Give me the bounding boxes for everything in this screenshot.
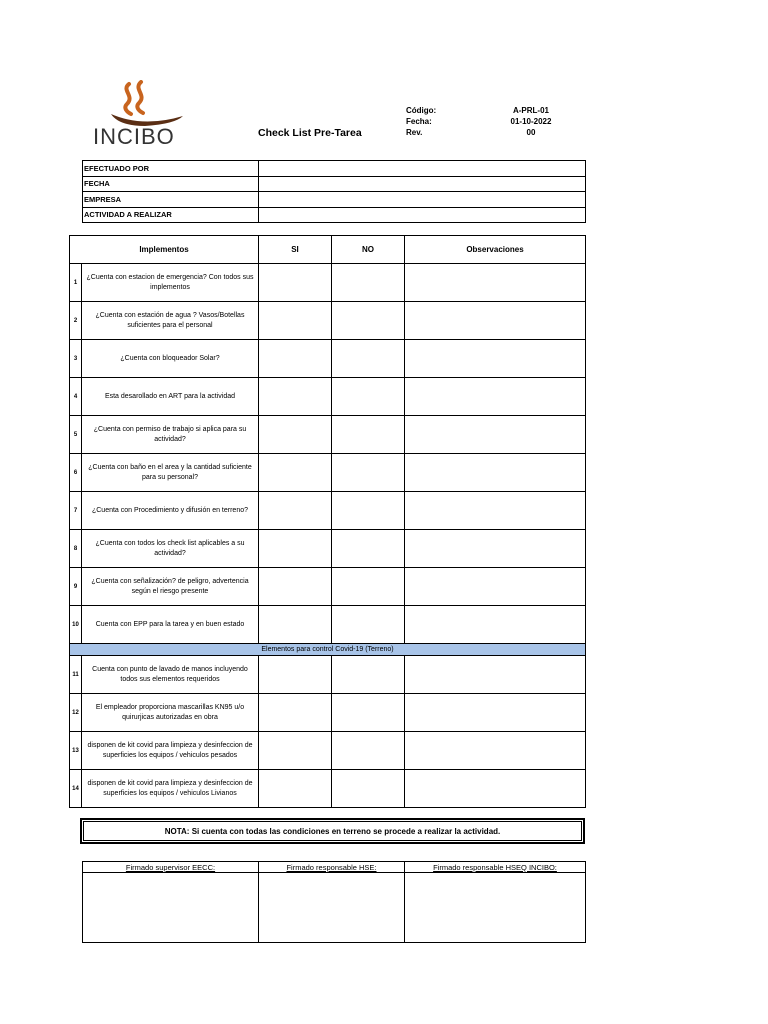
si-cell[interactable] — [259, 492, 332, 530]
table-row — [70, 264, 586, 302]
info-value-field[interactable] — [259, 192, 586, 208]
item-number: 13 — [70, 732, 82, 770]
item-question: disponen de kit covid para limpieza y desinfeccion de superficies los equipos / vehiculos Livianos — [82, 770, 259, 808]
item-number: 11 — [70, 656, 82, 694]
col-header-implementos: Implementos — [70, 236, 259, 264]
note-text: NOTA: Si cuenta con todas las condiciones en terreno se procede a realizar la actividad. — [83, 821, 582, 841]
signature-header-row — [83, 862, 586, 873]
observaciones-cell[interactable] — [405, 770, 586, 808]
meta-label-date: Fecha: — [406, 117, 432, 126]
col-header-si: SI — [259, 236, 332, 264]
no-cell[interactable] — [332, 530, 405, 568]
table-row — [70, 656, 586, 694]
info-row — [83, 207, 586, 223]
signature-label-hse: Firmado responsable HSE: — [259, 862, 405, 873]
info-value-field[interactable] — [259, 176, 586, 192]
si-cell[interactable] — [259, 264, 332, 302]
observaciones-cell[interactable] — [405, 454, 586, 492]
checklist-table — [69, 235, 586, 808]
col-header-observaciones: Observaciones — [405, 236, 586, 264]
item-question: Esta desarollado en ART para la actividad — [82, 378, 259, 416]
table-row — [70, 770, 586, 808]
col-header-no: NO — [332, 236, 405, 264]
item-number: 1 — [70, 264, 82, 302]
table-row — [70, 378, 586, 416]
table-row — [70, 732, 586, 770]
item-number: 2 — [70, 302, 82, 340]
info-row — [83, 161, 586, 177]
item-question: ¿Cuenta con baño en el area y la cantidad suficiente para su personal? — [82, 454, 259, 492]
observaciones-cell[interactable] — [405, 606, 586, 644]
info-row — [83, 192, 586, 208]
observaciones-cell[interactable] — [405, 416, 586, 454]
item-question: ¿Cuenta con permiso de trabajo si aplica para su actividad? — [82, 416, 259, 454]
covid-section-title: Elementos para control Covid-19 (Terreno) — [70, 644, 586, 656]
item-number: 9 — [70, 568, 82, 606]
no-cell[interactable] — [332, 770, 405, 808]
table-row — [70, 492, 586, 530]
table-row — [70, 568, 586, 606]
no-cell[interactable] — [332, 264, 405, 302]
item-number: 7 — [70, 492, 82, 530]
info-table — [82, 160, 586, 223]
observaciones-cell[interactable] — [405, 340, 586, 378]
meta-value-rev: 00 — [526, 128, 536, 137]
si-cell[interactable] — [259, 530, 332, 568]
meta-label-rev: Rev. — [406, 128, 423, 137]
covid-section-row — [70, 644, 586, 656]
item-number: 6 — [70, 454, 82, 492]
no-cell[interactable] — [332, 454, 405, 492]
meta-value-code: A-PRL-01 — [512, 106, 549, 115]
logo-wordmark: INCIBO — [93, 124, 175, 149]
observaciones-cell[interactable] — [405, 530, 586, 568]
item-number: 10 — [70, 606, 82, 644]
observaciones-cell[interactable] — [405, 264, 586, 302]
table-row — [70, 302, 586, 340]
item-question: ¿Cuenta con bloqueador Solar? — [82, 340, 259, 378]
table-row — [70, 694, 586, 732]
info-label: FECHA — [83, 176, 259, 192]
item-number: 12 — [70, 694, 82, 732]
signature-body-row — [83, 873, 586, 943]
info-value-field[interactable] — [259, 207, 586, 223]
item-question: Cuenta con punto de lavado de manos incluyendo todos sus elementos requeridos — [82, 656, 259, 694]
item-question: ¿Cuenta con estacion de emergencia? Con todos sus implementos — [82, 264, 259, 302]
si-cell[interactable] — [259, 378, 332, 416]
observaciones-cell[interactable] — [405, 568, 586, 606]
table-row — [70, 606, 586, 644]
no-cell[interactable] — [332, 340, 405, 378]
item-question: El empleador proporciona mascarillas KN95 u/o quirurjicas autorizadas en obra — [82, 694, 259, 732]
note-box — [80, 818, 585, 844]
observaciones-cell[interactable] — [405, 694, 586, 732]
table-row — [70, 416, 586, 454]
no-cell[interactable] — [332, 694, 405, 732]
info-label: EFECTUADO POR — [83, 161, 259, 177]
signature-field-hseq[interactable] — [405, 873, 586, 943]
document-title: Check List Pre-Tarea — [258, 127, 362, 139]
observaciones-cell[interactable] — [405, 732, 586, 770]
signature-field-hse[interactable] — [259, 873, 405, 943]
table-row — [70, 454, 586, 492]
item-number: 14 — [70, 770, 82, 808]
si-cell[interactable] — [259, 416, 332, 454]
company-logo — [83, 80, 208, 152]
si-cell[interactable] — [259, 302, 332, 340]
table-row — [70, 340, 586, 378]
item-question: ¿Cuenta con señalización? de peligro, advertencia según el riesgo presente — [82, 568, 259, 606]
info-label: EMPRESA — [83, 192, 259, 208]
meta-label-code: Código: — [406, 106, 437, 115]
signature-table — [82, 861, 586, 943]
no-cell[interactable] — [332, 606, 405, 644]
si-cell[interactable] — [259, 568, 332, 606]
item-question: Cuenta con EPP para la tarea y en buen estado — [82, 606, 259, 644]
item-question: ¿Cuenta con Procedimiento y difusión en terreno? — [82, 492, 259, 530]
no-cell[interactable] — [332, 732, 405, 770]
item-number: 8 — [70, 530, 82, 568]
no-cell[interactable] — [332, 492, 405, 530]
signature-field-supervisor[interactable] — [83, 873, 259, 943]
si-cell[interactable] — [259, 770, 332, 808]
observaciones-cell[interactable] — [405, 378, 586, 416]
signature-label-supervisor: Firmado supervisor EECC: — [83, 862, 259, 873]
no-cell[interactable] — [332, 302, 405, 340]
item-number: 3 — [70, 340, 82, 378]
no-cell[interactable] — [332, 568, 405, 606]
info-value-field[interactable] — [259, 161, 586, 177]
si-cell[interactable] — [259, 454, 332, 492]
si-cell[interactable] — [259, 606, 332, 644]
si-cell[interactable] — [259, 732, 332, 770]
item-question: ¿Cuenta con todos los check list aplicables a su actividad? — [82, 530, 259, 568]
no-cell[interactable] — [332, 656, 405, 694]
si-cell[interactable] — [259, 694, 332, 732]
signature-label-hseq: Firmado responsable HSEQ INCIBO: — [405, 862, 586, 873]
meta-value-date: 01-10-2022 — [510, 117, 552, 126]
no-cell[interactable] — [332, 378, 405, 416]
no-cell[interactable] — [332, 416, 405, 454]
observaciones-cell[interactable] — [405, 656, 586, 694]
item-question: disponen de kit covid para limpieza y desinfeccion de superficies los equipos / vehiculos pesados — [82, 732, 259, 770]
item-question: ¿Cuenta con estación de agua ? Vasos/Botellas suficientes para el personal — [82, 302, 259, 340]
si-cell[interactable] — [259, 656, 332, 694]
si-cell[interactable] — [259, 340, 332, 378]
observaciones-cell[interactable] — [405, 302, 586, 340]
checklist-header-row — [70, 236, 586, 264]
table-row — [70, 530, 586, 568]
info-label: ACTIVIDAD A REALIZAR — [83, 207, 259, 223]
item-number: 4 — [70, 378, 82, 416]
item-number: 5 — [70, 416, 82, 454]
observaciones-cell[interactable] — [405, 492, 586, 530]
info-row — [83, 176, 586, 192]
